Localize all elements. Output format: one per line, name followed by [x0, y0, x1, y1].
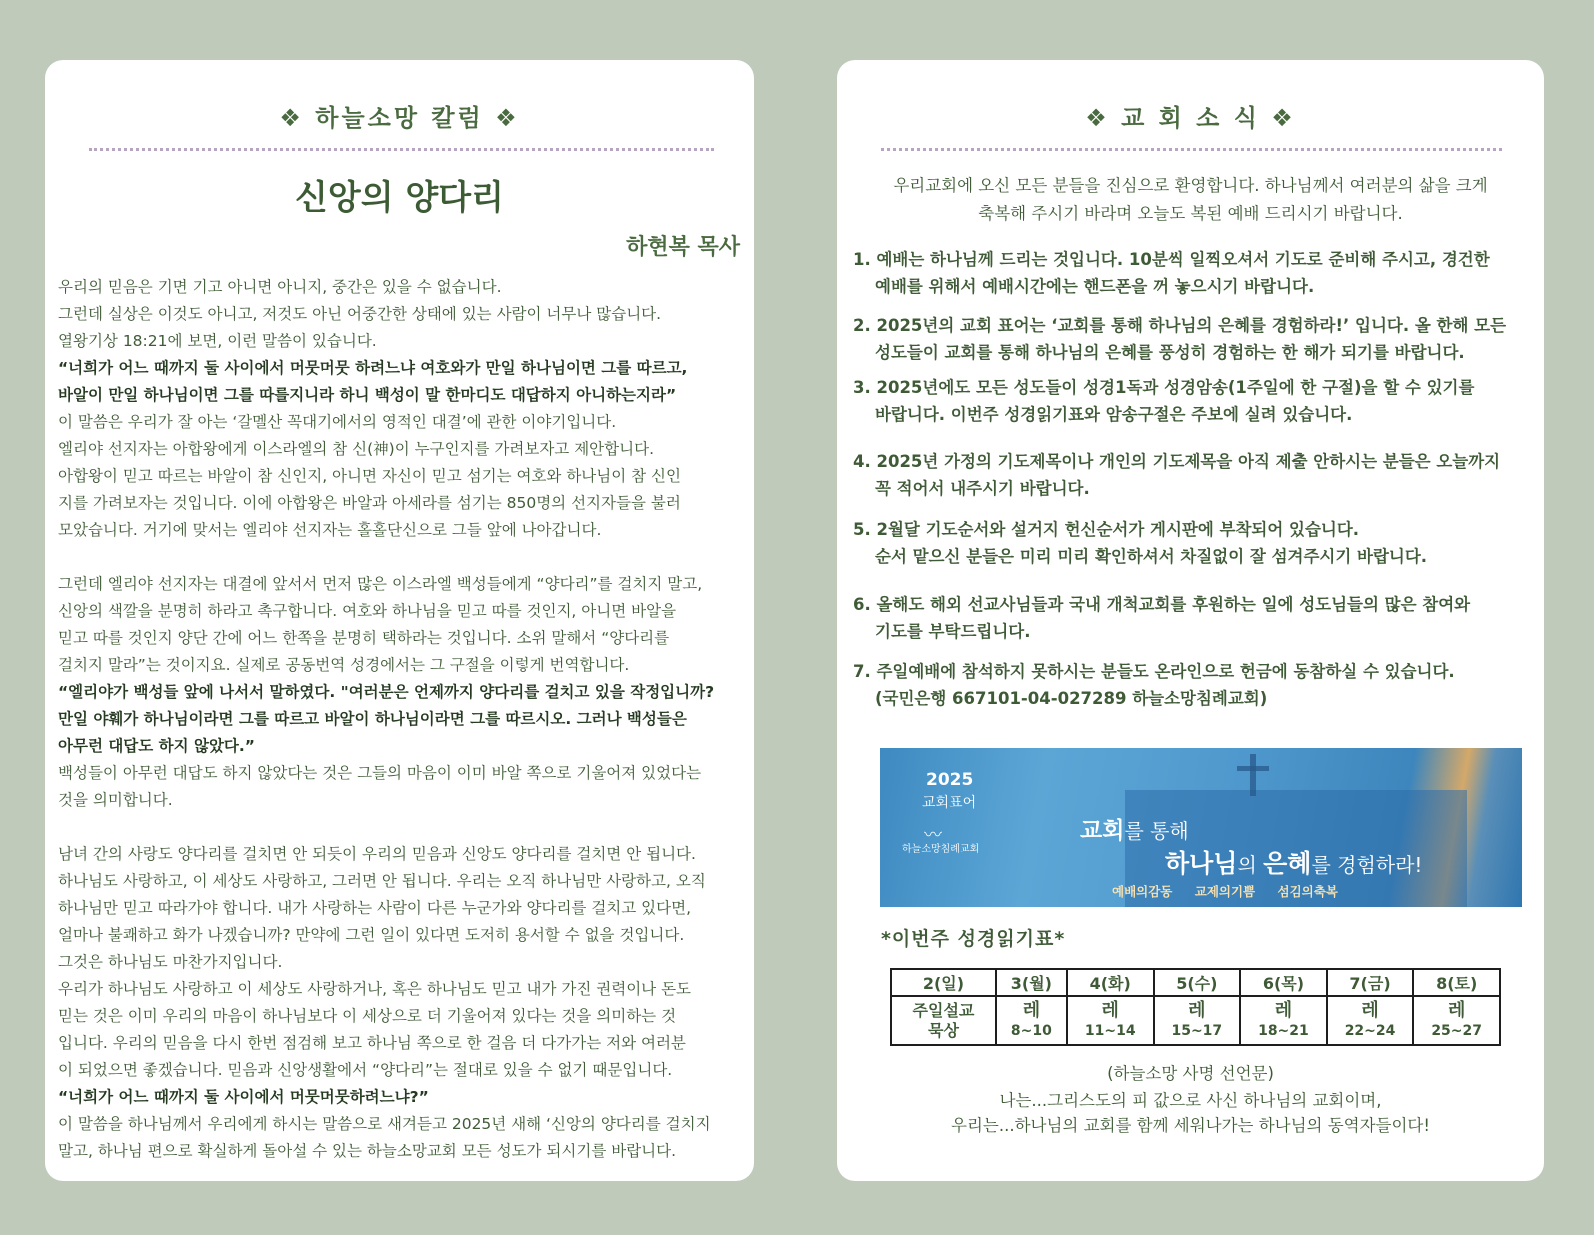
- column-section-title: ❖ 하늘소망 칼럼 ❖: [279, 104, 520, 132]
- declaration-title: (하늘소망 사명 선언문): [1107, 1064, 1274, 1083]
- banner-year: 2025: [926, 770, 974, 790]
- news-item: [853, 246, 1490, 300]
- column-line: 입니다. 우리의 믿음을 다시 한번 점검해 보고 하나님 쪽으로 한 걸음 더 다가가는 저와 여러분: [58, 1034, 686, 1052]
- news-item-line: 1. 예배는 하나님께 드리는 것입니다. 10분씩 일찍오셔서 기도로 준비해 주시고, 경건한: [853, 250, 1490, 269]
- news-item-line: 4. 2025년 가정의 기도제목이나 개인의 기도제목을 아직 제출 안하시는 분들은 오늘까지: [853, 452, 1501, 471]
- column-line: 아무런 대답도 하지 않았다.”: [58, 737, 255, 755]
- column-line: 모았습니다. 거기에 맞서는 엘리야 선지자는 홀홀단신으로 그들 앞에 나아갑니다.: [58, 521, 602, 539]
- column-line: 우리의 믿음은 기면 기고 아니면 아니지, 중간은 있을 수 없습니다.: [58, 278, 502, 296]
- cross-icon: [1250, 754, 1256, 796]
- reading-plan-title: *이번주 성경읽기표*: [881, 928, 1066, 950]
- table-header-cell: 7(금): [1327, 969, 1414, 996]
- dove-icon: 〰: [924, 825, 942, 846]
- news-item-line: (국민은행 667101-04-027289 하늘소망침례교회): [875, 689, 1268, 708]
- banner-church-name: 하늘소망침례교회: [902, 844, 980, 855]
- column-line: 우리가 하나님도 사랑하고 이 세상도 사랑하거나, 혹은 하나님도 믿고 내가 가진 권력이나 돈도: [58, 980, 692, 998]
- cell-range: 8~10: [1010, 1022, 1052, 1039]
- table-header-cell: 2(일): [891, 969, 996, 996]
- welcome-message: [837, 172, 1544, 228]
- column-line: “너희가 어느 때까지 둘 사이에서 머뭇머뭇 하려느냐 여호와가 만일 하나님이면 그를 따르고,: [58, 359, 688, 377]
- table-cell: [1327, 996, 1414, 1045]
- column-body: [58, 274, 748, 1165]
- column-line: “너희가 어느 때까지 둘 사이에서 머뭇머뭇하려느냐?”: [58, 1088, 429, 1106]
- news-item: [853, 312, 1506, 366]
- cell-range: 11~14: [1084, 1022, 1136, 1039]
- banner-line-2: 하나님의 은혜를 경험하라!: [1165, 849, 1423, 878]
- news-item: [853, 374, 1474, 428]
- column-line: 그것은 하나님도 마찬가지입니다.: [58, 953, 283, 971]
- cell-range: 15~17: [1171, 1022, 1223, 1039]
- church-news-panel: [837, 60, 1544, 1181]
- cell-book: 레: [1188, 999, 1206, 1021]
- declaration-line: 나는...그리스도의 피 값으로 사신 하나님의 교회이며,: [999, 1091, 1382, 1110]
- reading-plan-table: [890, 968, 1501, 1046]
- table-header-cell: 3(월): [996, 969, 1067, 996]
- column-author: 하현복 목사: [626, 235, 740, 260]
- table-cell: [1067, 996, 1154, 1045]
- welcome-line: 축복해 주시기 바라며 오늘도 복된 예배 드리시기 바랍니다.: [978, 204, 1403, 223]
- blank-line: [58, 544, 748, 571]
- motto-banner: [880, 748, 1522, 907]
- column-line: 말고, 하나님 편으로 확실하게 돌아설 수 있는 하늘소망교회 모든 성도가 되시기를 바랍니다.: [58, 1142, 677, 1160]
- table-cell: [996, 996, 1067, 1045]
- declaration: [837, 1088, 1544, 1138]
- news-item-line: 순서 맡으신 분들은 미리 미리 확인하셔서 차질없이 잘 섬겨주시기 바랍니다.: [875, 547, 1428, 566]
- column-line: 아합왕이 믿고 따르는 바알이 참 신인지, 아니면 자신이 믿고 섬기는 여호와 하나님이 참 신인: [58, 467, 681, 485]
- news-item-line: 2. 2025년의 교회 표어는 ‘교회를 통해 하나님의 은혜를 경험하라!’ 입니다. 올 한해 모든: [853, 316, 1507, 335]
- news-item: [853, 591, 1470, 645]
- banner-label: 교회표어: [922, 795, 977, 811]
- cross-icon-bar: [1237, 766, 1269, 771]
- cell-book: 레: [1274, 999, 1293, 1021]
- cell-text: 주일설교: [912, 1000, 975, 1020]
- cell-range: 22~24: [1344, 1022, 1396, 1039]
- column-line: 믿고 따를 것인지 양단 간에 어느 한쪽을 분명히 택하라는 것입니다. 소위 말해서 “양다리를: [58, 629, 670, 647]
- declaration-line: 우리는...하나님의 교회를 함께 세워나가는 하나님의 동역자들이다!: [951, 1116, 1430, 1135]
- column-line: 이 말씀은 우리가 잘 아는 ‘갈멜산 꼭대기에서의 영적인 대결’에 관한 이야기입니다.: [58, 413, 617, 431]
- column-line: “엘리야가 백성들 앞에 나서서 말하였다. "여러분은 언제까지 양다리를 걸치고 있을 작정입니까?: [58, 683, 715, 701]
- column-line: 백성들이 아무런 대답도 하지 않았다는 것은 그들의 마음이 이미 바알 쪽으로 기울어져 있었다는: [58, 764, 702, 782]
- news-item: [853, 516, 1427, 570]
- table-header-cell: 8(토): [1413, 969, 1500, 996]
- welcome-line: 우리교회에 오신 모든 분들을 진심으로 환영합니다. 하나님께서 여러분의 삶을 크게: [893, 176, 1488, 195]
- table-cell: [891, 996, 996, 1045]
- cell-book: 레: [1361, 999, 1379, 1021]
- column-line: 신앙의 색깔을 분명히 하라고 촉구합니다. 여호와 하나님을 믿고 따를 것인지, 아니면 바알을: [58, 602, 677, 620]
- news-item-line: 3. 2025년에도 모든 성도들이 성경1독과 성경암송(1주일에 한 구절)을 할 수 있기를: [853, 378, 1475, 397]
- news-section-title: ❖ 교 회 소 식 ❖: [1085, 104, 1296, 132]
- cell-book: 레: [1447, 999, 1466, 1021]
- column-line: 남녀 간의 사랑도 양다리를 걸치면 안 되듯이 우리의 믿음과 신앙도 양다리를 걸치면 안 됩니다.: [58, 845, 696, 863]
- cell-range: 18~21: [1258, 1022, 1309, 1039]
- blank-line: [58, 814, 748, 841]
- column-line: 이 말씀을 하나님께서 우리에게 하시는 말씀으로 새겨듣고 2025년 새해 ‘신앙의 양다리를 걸치지: [58, 1115, 711, 1133]
- table-header-cell: 4(화): [1067, 969, 1154, 996]
- column-line: 이 되었으면 좋겠습니다. 믿음과 신앙생활에서 “양다리”는 절대로 있을 수 없기 때문입니다.: [58, 1061, 673, 1079]
- news-item-line: 성도들이 교회를 통해 하나님의 은혜를 풍성히 경험하는 한 해가 되기를 바랍니다.: [875, 343, 1465, 362]
- news-item-line: 6. 올해도 해외 선교사님들과 국내 개척교회를 후원하는 일에 성도님들의 많은 참여와: [853, 595, 1471, 614]
- column-line: 그런데 실상은 이것도 아니고, 저것도 아닌 어중간한 상태에 있는 사람이 너무나 많습니다.: [58, 305, 662, 323]
- column-line: 얼마나 불쾌하고 화가 나겠습니까? 만약에 그런 일이 있다면 도저히 용서할 수 없을 것입니다.: [58, 926, 685, 944]
- news-item: [853, 448, 1500, 502]
- column-line: 하나님만 믿고 따라가야 합니다. 내가 사랑하는 사람이 다른 누군가와 양다리를 걸치고 있다면,: [58, 899, 692, 917]
- column-line: 믿는 것은 이미 우리의 마음이 하나님보다 이 세상으로 더 기울어져 있다는 것을 의미하는 것: [58, 1007, 677, 1025]
- banner-line-1: 교회를 통해: [1080, 818, 1189, 844]
- column-line: 바알이 만일 하나님이면 그를 따를지니라 하니 백성이 말 한마디도 대답하지 아니하는지라”: [58, 386, 677, 404]
- table-row: [891, 996, 1500, 1045]
- column-line: 그런데 엘리야 선지자는 대결에 앞서서 먼저 많은 이스라엘 백성들에게 “양다리”를 걸치지 말고,: [58, 575, 703, 593]
- table-header-cell: 5(수): [1154, 969, 1241, 996]
- column-line: 만일 야훼가 하나님이라면 그를 따르고 바알이 하나님이라면 그를 따르시오. 그러나 백성들은: [58, 710, 687, 728]
- column-line: 엘리야 선지자는 아합왕에게 이스라엘의 참 신(神)이 누구인지를 가려보자고 제안합니다.: [58, 440, 654, 458]
- news-item-line: 5. 2월달 기도순서와 설거지 헌신순서가 게시판에 부착되어 있습니다.: [853, 520, 1360, 539]
- cell-book: 레: [1022, 999, 1041, 1021]
- column-line: 열왕기상 18:21에 보면, 이런 말씀이 있습니다.: [58, 332, 377, 350]
- cell-range: 25~27: [1431, 1022, 1483, 1039]
- news-item-line: 7. 주일예배에 참석하지 못하시는 분들도 온라인으로 헌금에 동참하실 수 있습니다.: [853, 662, 1455, 681]
- column-line: 것을 의미합니다.: [58, 791, 173, 809]
- table-cell: [1240, 996, 1327, 1045]
- news-item: [853, 658, 1455, 712]
- news-item-line: 기도를 부탁드립니다.: [875, 622, 1031, 641]
- column-line: 지를 가려보자는 것입니다. 이에 아합왕은 바알과 아세라를 섬기는 850명의 선지자들을 불러: [58, 494, 681, 512]
- column-line: 걸치지 말라”는 것이지요. 실제로 공동번역 성경에서는 그 구절을 이렇게 번역합니다.: [58, 656, 630, 674]
- news-item-line: 바랍니다. 이번주 성경읽기표와 암송구절은 주보에 실려 있습니다.: [875, 405, 1353, 424]
- news-item-line: 예배를 위해서 예배시간에는 핸드폰을 꺼 놓으시기 바랍니다.: [875, 277, 1315, 296]
- column-title: 신앙의 양다리: [295, 178, 504, 218]
- dotted-divider: [89, 148, 714, 151]
- table-cell: [1154, 996, 1241, 1045]
- table-header-row: [891, 969, 1500, 996]
- cell-text: 묵상: [927, 1020, 959, 1040]
- banner-tags: 예배의감동 교제의기쁨 섬김의축복: [1112, 884, 1338, 899]
- table-header-cell: 6(목): [1240, 969, 1327, 996]
- column-panel: [45, 60, 754, 1181]
- news-item-line: 꼭 적어서 내주시기 바랍니다.: [875, 479, 1090, 498]
- column-line: 하나님도 사랑하고, 이 세상도 사랑하고, 그러면 안 됩니다. 우리는 오직 하나님만 사랑하고, 오직: [58, 872, 706, 890]
- table-cell: [1413, 996, 1500, 1045]
- dotted-divider: [881, 148, 1502, 151]
- cell-book: 레: [1101, 999, 1119, 1021]
